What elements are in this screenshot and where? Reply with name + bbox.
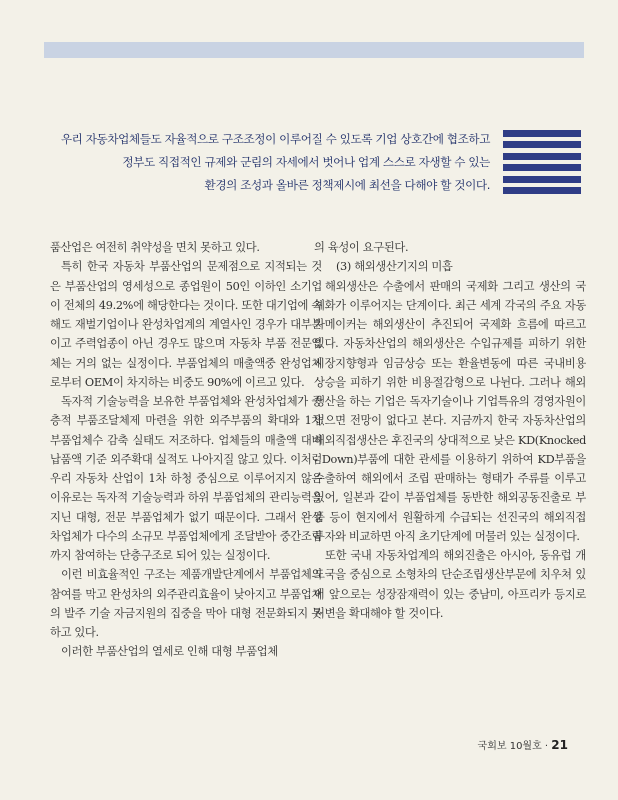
pull-quote-line: 환경의 조성과 올바른 정책제시에 최선을 다해야 할 것이다. — [204, 178, 490, 192]
stripe — [503, 187, 581, 194]
header-bar — [44, 42, 584, 58]
paragraph: 이런 비효율적인 구조는 제품개발단계에서 부품업체의 참여를 막고 완성차의 외주관리효율이 낮아지고 부품업체의 발주 기술 자금지원의 집중을 막아 대형 전문화되지 못하고 있다. — [50, 568, 322, 639]
stripe — [503, 153, 581, 160]
publication-name: 국회보 10월호 · — [477, 741, 549, 752]
decorative-stripes — [503, 130, 581, 194]
stripe — [503, 164, 581, 171]
stripe — [503, 176, 581, 183]
paragraph: 해외생산은 수출에서 판매의 국제화 그리고 생산의 국제화가 이루어지는 단계이다. 최근 세계 각국의 주요 자동차메이커는 해외생산이 추진되어 국제화 흐름에 따르고 있다. 자동차산업의 해외생산은 수입규제를 피하기 위한 시장지향형과 임금상승 또는 환율변동에 따른 국내비용 상승을 피하기 위한 비용절감형으로 나뉜다. 그러나 해외생산을 하는 기업은 독자기술이나 기업특유의 경영자원이 없으면 전망이 없다고 본다. 지금까지 한국 자동차산업의 해외직접생산은 후진국의 상대적으로 낮은 KD(Knocked - Down)부품에 대한 관세를 이용하기 위하여 KD부품을 수출하여 해외에서 조립 판매하는 형태가 주류를 이루고 있어, 일본과 같이 부품업체를 동반한 해외공동진출로 부품 등이 현지에서 원활하게 수급되는 선진국의 해외직접투자와 비교하면 아직 초기단계에 머물러 있는 실정이다. — [314, 279, 586, 543]
paragraph: 이러한 부품산업의 열세로 인해 대형 부품업체 — [61, 645, 278, 659]
paragraph: 특히 한국 자동차 부품산업의 문제점으로 지적되는 것은 부품산업의 영세성으로 종업원이 50인 이하인 소기업이 전체의 49.2%에 해당한다는 것이다. 또한 대기업에 속해도 재벌기업이나 완성차업계의 계열사인 경우가 대부분이고 주력업종이 아닌 경우도 많으며 자동차 부품 전문업체는 거의 없는 실정이다. 부품업체의 매출액중 완성업체로부터 OEM이 차지하는 비중도 90%에 이르고 있다. — [50, 260, 322, 389]
pull-quote-line: 우리 자동차업체들도 자율적으로 구조조정이 이루어질 수 있도록 기업 상호간에 협조하고 — [60, 132, 490, 146]
page-footer — [478, 737, 568, 752]
right-column — [314, 238, 586, 623]
paragraph: 의 육성이 요구된다. — [314, 241, 409, 254]
pull-quote — [0, 128, 490, 197]
paragraph: 독자적 기술능력을 보유한 부품업체와 완성차업체가 중층적 부품조달체제 마련을 위한 외주부품의 확대와 1차 부품업체수 감축 실태도 저조하다. 업체들의 매출액 대비 납품액 기준 외주확대 실적도 나아지질 않고 있다. 이처럼 우리 자동차 산업이 1차 하청 중심으로 이루어지지 않은 이유로는 독자적 기술능력과 하위 부품업체의 관리능력을 지닌 대형, 전문 부품업체가 없기 때문이다. 그래서 완성차업체가 다수의 소규모 부품업체에게 조달받아 중간조립까지 참여하는 단층구조로 되어 있는 실정이다. — [50, 395, 322, 562]
section-heading: (3) 해외생산기지의 미흡 — [336, 260, 453, 274]
page-number: 21 — [551, 738, 568, 752]
paragraph: 품산업은 여전히 취약성을 면치 못하고 있다. — [50, 241, 260, 254]
stripe — [503, 130, 581, 137]
pull-quote-line: 정부도 직접적인 규제와 군림의 자세에서 벗어나 업계 스스로 자생할 수 있는 — [122, 155, 490, 169]
paragraph: 또한 국내 자동차업계의 해외진출은 아시아, 동유럽 개도국을 중심으로 소형차의 단순조립생산부문에 치우쳐 있어 앞으로는 성장잠재력이 있는 중남미, 아프리카 등지로 저변을 확대해야 할 것이다. — [314, 549, 586, 620]
left-column — [50, 238, 322, 662]
stripe — [503, 141, 581, 148]
